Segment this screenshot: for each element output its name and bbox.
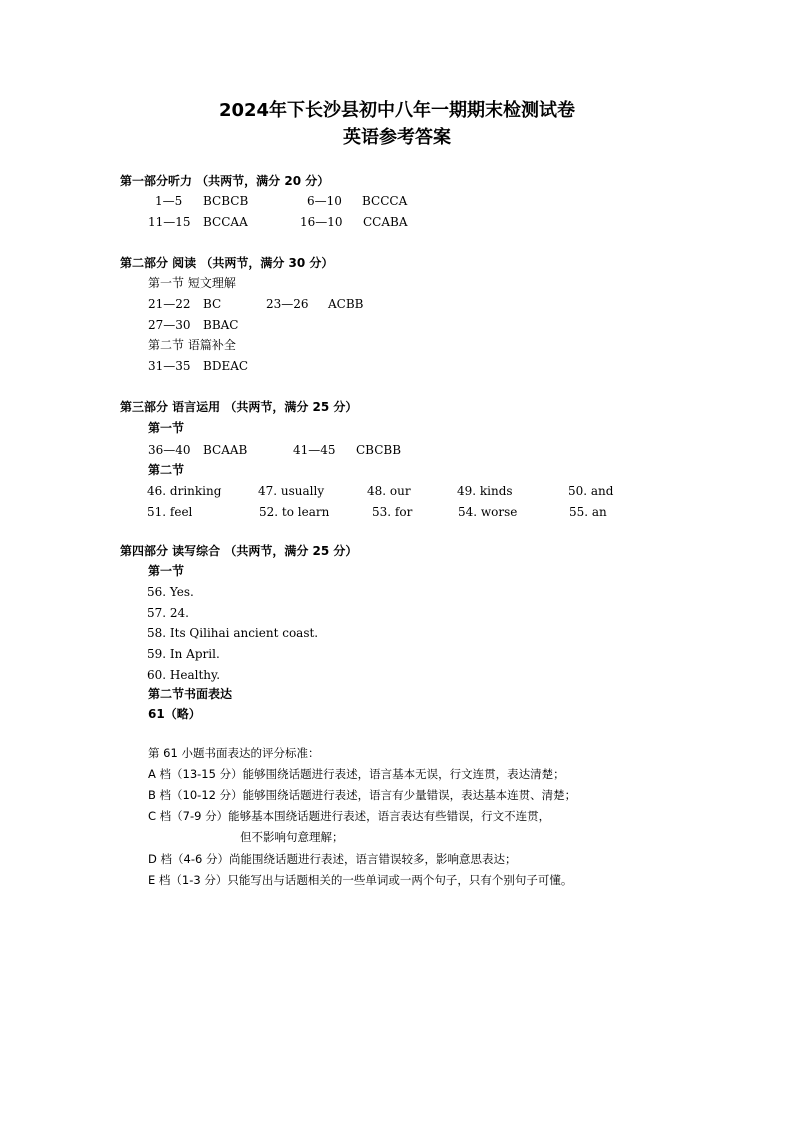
document-title: 2024年下长沙县初中八年一期期末检测试卷 [218, 100, 576, 121]
blank-answer: 53. for [372, 505, 413, 519]
item-61: 61（略） [148, 707, 201, 721]
blank-answer: 54. worse [458, 505, 518, 519]
rubric-line: D 档（4-6 分）尚能围绕话题进行表述，语言错误较多，影响意思表达； [148, 852, 517, 866]
blank-answer: 55. an [569, 505, 607, 519]
section-label: 第二节书面表达 [148, 687, 233, 701]
blank-answer: 49. kinds [457, 484, 513, 498]
answer-value: BBAC [203, 318, 239, 332]
rubric-line-continued: 但不影响句意理解； [240, 830, 344, 844]
answer-value: ACBB [328, 297, 364, 311]
answer-value: BCAAB [203, 443, 248, 457]
answer-value: BDEAC [203, 359, 249, 373]
answer-range: 16—10 [300, 215, 343, 229]
blank-answer: 46. drinking [147, 484, 222, 498]
blank-answer: 52. to learn [259, 505, 330, 519]
answer-value: BC [203, 297, 222, 311]
answer-range: 1—5 [155, 194, 183, 208]
part1-heading: 第一部分听力 （共两节，满分 20 分） [120, 174, 330, 188]
rubric-line: A 档（13-15 分）能够围绕话题进行表述，语言基本无误，行文连贯，表达清楚； [148, 767, 565, 781]
part3-heading: 第三部分 语言运用 （共两节，满分 25 分） [120, 400, 358, 414]
short-answer: 59. In April. [147, 647, 220, 661]
section-label: 第一节 [148, 564, 185, 578]
answer-range: 27—30 [148, 318, 191, 332]
answer-range: 23—26 [266, 297, 309, 311]
answer-value: CCABA [363, 215, 408, 229]
blank-answer: 50. and [568, 484, 614, 498]
part4-heading: 第四部分 读写综合 （共两节，满分 25 分） [120, 544, 358, 558]
answer-range: 31—35 [148, 359, 191, 373]
section-label: 第二节 [148, 463, 185, 477]
answer-range: 36—40 [148, 443, 191, 457]
answer-value: BCBCB [203, 194, 249, 208]
section-label: 第一节 短文理解 [148, 276, 236, 290]
section-label: 第二节 语篇补全 [148, 338, 236, 352]
answer-range: 21—22 [148, 297, 191, 311]
rubric-line: C 档（7-9 分）能够基本围绕话题进行表述，语言表达有些错误，行文不连贯， [148, 809, 551, 823]
answer-range: 11—15 [148, 215, 191, 229]
short-answer: 56. Yes. [147, 585, 194, 599]
rubric-line: E 档（1-3 分）只能写出与话题相关的一些单词或一两个句子，只有个别句子可懂。 [148, 873, 573, 887]
short-answer: 58. Its Qilihai ancient coast. [147, 626, 319, 640]
document-subtitle: 英语参考答案 [343, 127, 451, 148]
answer-range: 41—45 [293, 443, 336, 457]
blank-answer: 51. feel [147, 505, 193, 519]
answer-value: CBCBB [356, 443, 402, 457]
answer-range: 6—10 [307, 194, 342, 208]
short-answer: 60. Healthy. [147, 668, 221, 682]
blank-answer: 47. usually [258, 484, 325, 498]
part2-heading: 第二部分 阅读 （共两节，满分 30 分） [120, 256, 334, 270]
rubric-line: B 档（10-12 分）能够围绕话题进行表述，语言有少量错误，表达基本连贯、清楚； [148, 788, 577, 802]
answer-value: BCCAA [203, 215, 248, 229]
rubric-heading: 第 61 小题书面表达的评分标准： [148, 746, 320, 760]
blank-answer: 48. our [367, 484, 411, 498]
short-answer: 57. 24. [147, 606, 189, 620]
section-label: 第一节 [148, 421, 185, 435]
answer-value: BCCCA [362, 194, 408, 208]
